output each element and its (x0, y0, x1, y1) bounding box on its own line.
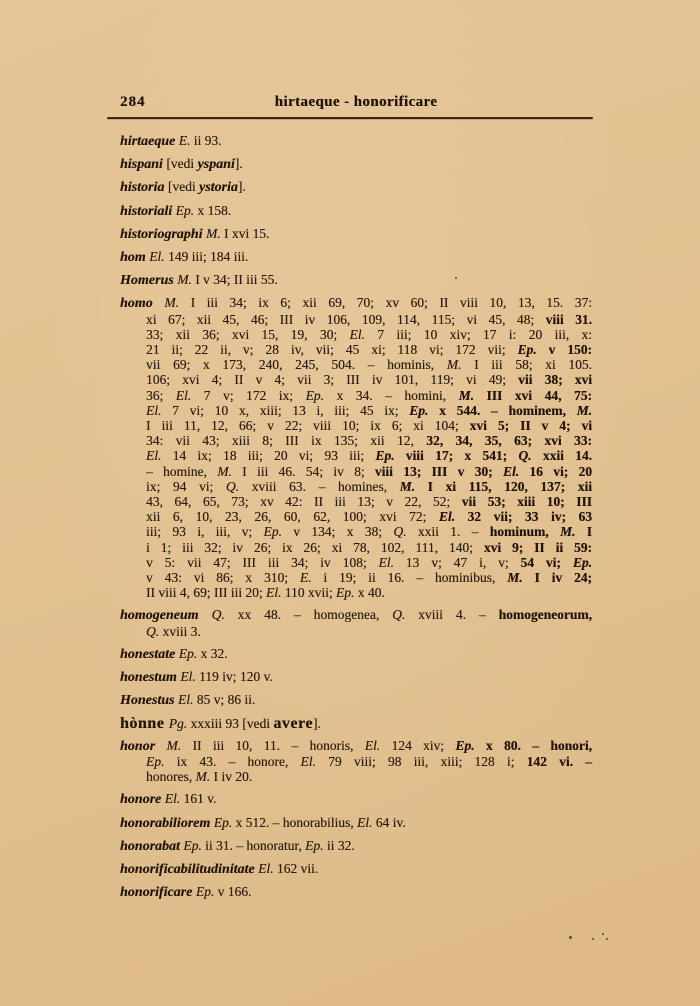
headword: honor (120, 738, 167, 754)
entry-text: El. (300, 753, 316, 769)
entry-text: I (575, 524, 592, 540)
entry-text: Ep. (455, 737, 475, 753)
entry-text: – homine, (146, 463, 218, 479)
entry-line (120, 716, 592, 731)
index-entry (120, 861, 592, 877)
entry-text: hominum, (489, 524, 560, 540)
entry-text: Pg. (168, 715, 188, 731)
entry-line (120, 448, 592, 463)
entry-text: 149 iii; 184 iii. (164, 249, 249, 265)
index-entry (120, 738, 592, 785)
headword: hispani (120, 157, 167, 173)
entry-line (120, 372, 592, 387)
entry-text: 54 vi; (520, 554, 573, 570)
page-number: 284 (120, 94, 146, 110)
entry-text: ]. (312, 715, 321, 731)
entry-text: Ep. (195, 884, 215, 900)
entry-text: M. (576, 402, 593, 418)
index-entry (120, 692, 592, 708)
entry-text: 16 vi; 20 (519, 463, 592, 479)
index-entry (120, 156, 592, 172)
entry-text: x 512. – honorabilius, (232, 814, 357, 830)
entry-line (120, 327, 592, 342)
entry-text: xxii 1. – (406, 524, 490, 540)
page-header (120, 92, 592, 112)
index-entry (120, 716, 592, 731)
entry-text: [vedi (166, 156, 198, 172)
entry-text: M. (458, 387, 474, 403)
headword: hom (120, 250, 150, 266)
entry-text: 32 vii; 33 iv; 63 (454, 509, 592, 525)
entry-text: El. (378, 554, 394, 570)
entry-text: El. (349, 326, 365, 342)
entry-text: x 32. (197, 645, 228, 661)
entry-line (120, 272, 592, 288)
entry-line (120, 570, 592, 585)
entry-line (120, 791, 592, 807)
entry-text: vii 53; xiii 10; III (461, 494, 593, 510)
entry-text: II iii 10, 11. – honoris, (181, 737, 365, 753)
index-entry (120, 226, 592, 242)
entry-text: [vedi (167, 179, 199, 195)
entry-line (120, 540, 592, 555)
entry-text: xvi 9; II ii 59: (483, 539, 592, 555)
entry-text: 36; (146, 387, 176, 403)
entry-text: El. (164, 791, 181, 807)
entry-text: 33; xii 36; xvi 15, 19, 30; (146, 326, 350, 342)
entry-text: iii; 93 i, iii, v; (146, 524, 264, 540)
entry-text: viii 17; x 541; (394, 448, 519, 464)
entry-text: III xvi 44, 75: (473, 387, 592, 403)
headword: honorabat (120, 838, 184, 854)
entry-line (120, 418, 592, 433)
entry-text: 43, 64, 65, 73; xv 42: II iii 13; v 22, 52; (146, 494, 462, 510)
entry-text: E. (178, 133, 191, 148)
entry-text: viii 13; III v 30; (374, 463, 503, 479)
headword: Homerus (120, 273, 178, 289)
dust-speck (602, 933, 604, 935)
entry-text: x 158. (194, 202, 232, 218)
entry-text: El. (364, 737, 381, 753)
entry-text: El. (180, 669, 196, 685)
index-entry (120, 607, 592, 638)
headword: Honestus (120, 693, 178, 709)
entry-line (120, 769, 592, 784)
entry-text: 64 iv. (372, 814, 406, 830)
entry-text: x 80. – honori, (474, 737, 592, 753)
entry-text: Ep. (409, 402, 429, 418)
entry-text: xviii 63. – homines, (239, 478, 400, 494)
index-entry (120, 815, 592, 831)
entry-text: El. (357, 814, 373, 830)
entry-text: Q. (211, 607, 225, 623)
entry-text: avere (273, 714, 313, 732)
entry-text: 106; xvi 4; II v 4; vii 3; III iv 101, 119; vi 49; (146, 372, 519, 388)
entry-line (120, 312, 592, 327)
entry-text: M. (164, 295, 179, 311)
entry-line (120, 357, 592, 372)
entry-text: ii 32. (323, 837, 355, 853)
entry-text: Q. (518, 448, 532, 464)
entry-text: 162 vii. (273, 860, 319, 876)
entry-line (120, 403, 592, 418)
entry-text: M. (559, 524, 576, 540)
entry-text: Ep. (305, 837, 324, 853)
entry-text: xxxiii 93 [vedi (187, 715, 274, 731)
header-rule (107, 117, 593, 119)
entry-line (120, 342, 592, 357)
entry-text: I iv 24; (522, 570, 593, 586)
entry-text: 7 v; 172 ix; (191, 387, 306, 403)
headword: honestum (120, 670, 181, 686)
entry-text: 7 iii; 10 xiv; 17 i: 20 iii, x: (364, 326, 592, 342)
entry-line (120, 754, 592, 769)
entry-line (120, 815, 592, 831)
entry-text: ]. (234, 156, 243, 172)
entry-text: 21 ii; 22 ii, v; 28 iv, vii; 45 xi; 118 vi; 172 vii; (146, 342, 518, 358)
index-entry (120, 838, 592, 854)
index-entry (120, 203, 592, 219)
entry-text: I xvi 15. (220, 225, 270, 241)
headword: honorificabilitudinitate (120, 861, 259, 877)
entry-text: 7 vi; 10 x, xiii; 13 i, iii; 45 ix; (161, 402, 410, 418)
entry-line (120, 479, 592, 494)
entry-text: xii 6, 10, 23, 26, 60, 62, 100; xvi 72; (146, 509, 439, 525)
entry-line (120, 249, 592, 265)
entry-text: I iii 34; ix 6; xii 69, 70; xv 60; II viii 10, 13, 15. 37: (179, 295, 592, 311)
entry-text: Ep. (213, 814, 233, 830)
entry-text: Q. (146, 623, 160, 639)
entry-text: 34: vii 43; xiii 8; III ix 135; xii 12, (146, 433, 427, 449)
entry-text: ix; 94 vi; (146, 478, 226, 494)
entry-text: Ep. (175, 202, 195, 218)
entry-line (120, 464, 592, 479)
entry-text: El. (502, 463, 520, 479)
entry-text: El. (149, 249, 165, 265)
entry-text: v 166. (214, 884, 252, 900)
entry-text: v 150: (536, 342, 592, 358)
entry-text: 14 ix; 18 iii; 20 vi; 93 iii; (161, 448, 376, 464)
entry-text: homogeneorum, (498, 607, 592, 623)
entry-text: 32, 34, 35, 63; xvi 33: (426, 433, 593, 449)
entry-text: 85 v; 86 ii. (193, 692, 256, 708)
entry-text: M. (507, 570, 523, 586)
index-entry (120, 669, 592, 685)
entry-text: 142 vi. – (526, 753, 592, 769)
entry-line (120, 156, 592, 172)
entry-text: M. (166, 737, 182, 753)
index-entry (120, 295, 592, 600)
headword: historiali (120, 203, 176, 219)
entry-text: 110 xvii; (281, 585, 336, 601)
entry-text: Ep. (572, 554, 592, 570)
index-entry (120, 133, 592, 149)
headword: honorabiliorem (120, 815, 214, 831)
page-content (120, 92, 592, 907)
entry-text: 124 xiv; (380, 737, 456, 753)
entry-text: v 43: vi 86; x 310; (146, 570, 300, 586)
entry-line (120, 838, 592, 854)
entry-line (120, 509, 592, 524)
index-entry (120, 884, 592, 900)
entry-text: El. (177, 692, 194, 708)
entry-line (120, 738, 592, 754)
entry-text: xxii 14. (531, 448, 592, 464)
entry-line (120, 203, 592, 219)
headword: yspani (197, 157, 235, 173)
index-entry (120, 249, 592, 265)
entry-text: Ep. (517, 342, 537, 358)
entry-text: Ep. (336, 585, 355, 601)
entry-text: honores, (146, 769, 196, 785)
entry-line (120, 624, 592, 639)
entry-line (120, 295, 592, 311)
entry-text: v 5: vii 47; III iii 34; iv 108; (146, 554, 379, 570)
entry-text: I iii 46. 54; iv 8; (231, 463, 375, 479)
entry-text: Ep. (178, 645, 198, 661)
entry-text: Ep. (146, 753, 165, 769)
entry-text: Q. (392, 607, 406, 623)
headword: hirtaeque (120, 134, 179, 149)
entry-text: Q. (225, 478, 239, 494)
entry-line (120, 692, 592, 708)
entry-line (120, 433, 592, 448)
entry-text: El. (265, 585, 282, 601)
dust-speck (455, 277, 457, 279)
entry-text: El. (258, 860, 274, 876)
entry-line (120, 388, 592, 403)
entry-text: viii 31. (545, 311, 592, 327)
entry-line (120, 226, 592, 242)
entry-text: M. (446, 357, 462, 373)
entry-line (120, 669, 592, 685)
entry-text: Ep. (263, 524, 282, 540)
headword: historia (120, 180, 168, 196)
entry-text: x 40. (354, 585, 385, 601)
entry-text: xviii 4. – (405, 607, 499, 623)
entry-text: xi 67; xii 45, 46; III iv 106, 109, 114, 115; vi 45, 48; (146, 311, 546, 327)
index-entry (120, 272, 592, 288)
headword: homogeneum (120, 608, 212, 624)
entry-line (120, 179, 592, 195)
entry-text: M. (399, 478, 415, 494)
entry-text: ii 93. (190, 133, 222, 148)
dust-speck (569, 936, 572, 939)
entry-text: 119 iv; 120 v. (195, 669, 273, 685)
entry-text: xvi 5; II v 4; vi (469, 418, 592, 434)
entry-text: x 34. – homini, (323, 387, 459, 403)
entry-text: Ep. (375, 448, 395, 464)
entry-text: ix 43. – honore, (164, 753, 301, 769)
entry-text: M. (177, 272, 192, 288)
entry-text: Ep. (183, 837, 202, 853)
entry-text: M. (205, 225, 221, 241)
entry-text: x 544. – hominem, (428, 402, 577, 418)
entry-text: I iii 11, 12, 66; v 22; viii 10; ix 6; xi 104; (146, 418, 470, 434)
entry-text: xviii 3. (159, 623, 201, 639)
running-header: hirtaeque - honorificare (274, 94, 438, 110)
dust-speck (606, 938, 608, 940)
entry-text: Ep. (305, 387, 324, 403)
entry-line (120, 861, 592, 877)
entry-text: M. (195, 769, 211, 785)
entry-text: v 134; x 38; (281, 524, 394, 540)
entry-text: El. (175, 387, 192, 403)
entry-text: 79 viii; 98 iii, xiii; 128 i; (315, 753, 527, 769)
headword: honestate (120, 646, 179, 662)
entry-text: ]. (237, 179, 246, 195)
entry-text: vii 38; xvi (518, 372, 592, 388)
headword: historiographi (120, 226, 206, 242)
entry-line (120, 524, 592, 539)
entry-text: II viii 4, 69; III iii 20; (146, 585, 266, 601)
index-entry (120, 179, 592, 195)
entry-text: El. (146, 402, 162, 418)
entry-text: hònne (120, 714, 169, 732)
entry-line (120, 494, 592, 509)
entries (120, 133, 592, 900)
entry-text: I v 34; II iii 55. (191, 272, 278, 288)
index-entry (120, 646, 592, 662)
entry-text: xx 48. – homogenea, (224, 607, 393, 623)
entry-text: 161 v. (180, 791, 217, 807)
entry-text: M. (217, 463, 232, 479)
entry-line (120, 555, 592, 570)
entry-text: El. (146, 448, 162, 464)
entry-text: I xi 115, 120, 137; xii (415, 478, 592, 494)
index-entry (120, 791, 592, 807)
entry-text: E. (299, 570, 312, 586)
entry-text: Q. (393, 524, 407, 540)
entry-text: i 1; iii 32; iv 26; ix 26; xi 78, 102, 111, 140; (146, 539, 484, 555)
entry-line (120, 585, 592, 600)
headword: honorificare (120, 885, 196, 901)
dust-speck (592, 938, 594, 940)
entry-text: ii 31. – honoratur, (201, 837, 306, 853)
entry-line (120, 607, 592, 623)
entry-text: I iii 58; xi 105. (461, 357, 593, 373)
headword: honore (120, 792, 165, 808)
entry-line (120, 646, 592, 662)
headword: homo (120, 296, 165, 312)
entry-text: I iv 20. (210, 769, 253, 785)
headword: ystoria (198, 180, 238, 196)
entry-text: 13 v; 47 i, v; (393, 554, 521, 570)
entry-line (120, 133, 592, 149)
entry-text: i 19; ii 16. – hominibus, (311, 570, 508, 586)
entry-line (120, 884, 592, 900)
entry-text: El. (438, 509, 455, 525)
entry-text: vii 69; x 173, 240, 245, 504. – hominis, (146, 357, 447, 373)
